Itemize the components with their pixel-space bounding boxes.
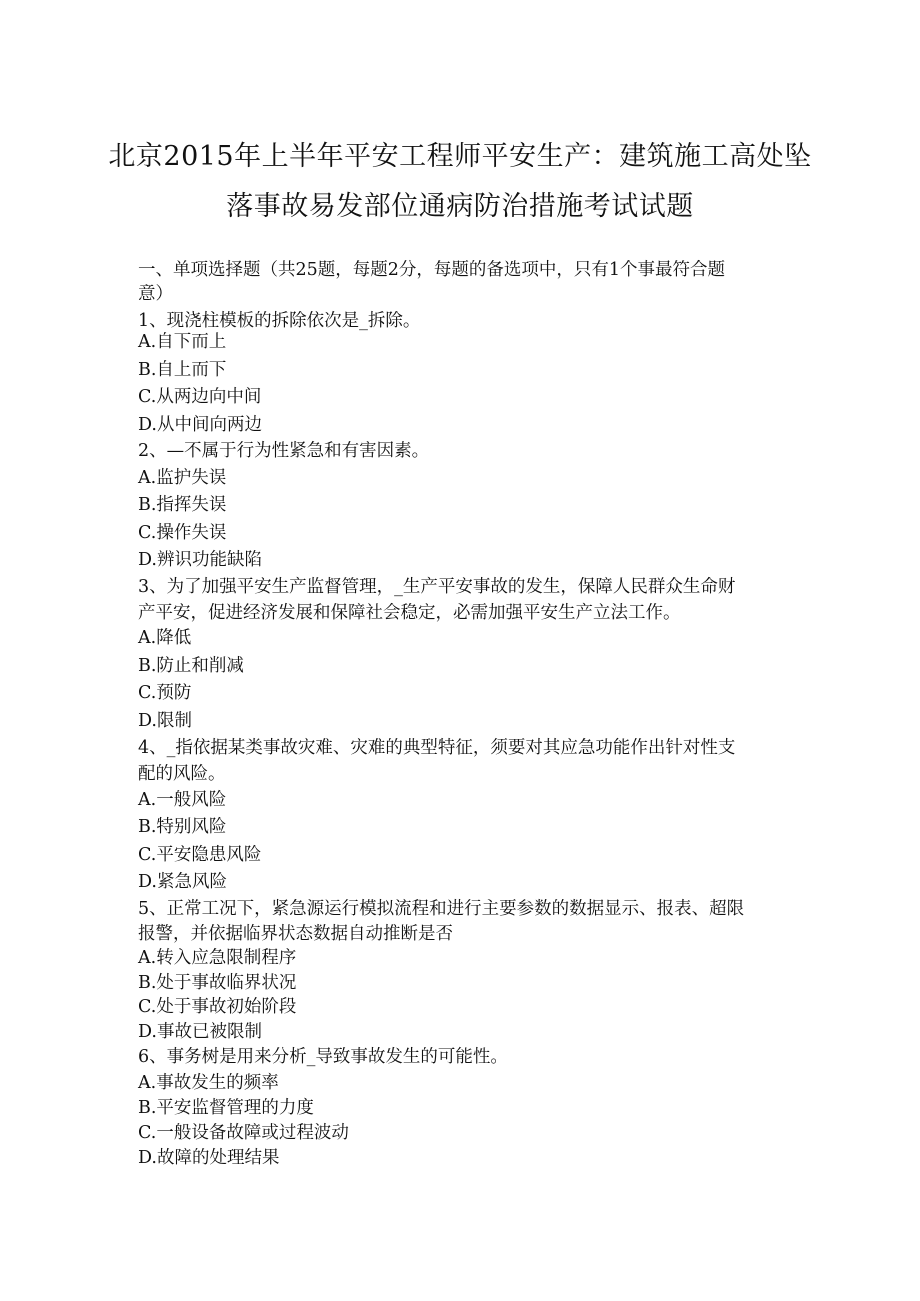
question-5-stem-line-2: 报警，并依据临界状态数据自动推断是否 (138, 924, 453, 944)
question-3-option-a: A.降低 (138, 628, 192, 648)
question-1-option-a: A.自下而上 (138, 332, 227, 352)
question-2-option-a: A.监护失误 (138, 468, 227, 488)
question-5-option-b: B.处于事故临界状况 (138, 973, 297, 993)
question-5-option-a: A.转入应急限制程序 (138, 948, 297, 968)
document-title-line-2: 落事故易发部位通病防治措施考试试题 (226, 191, 694, 222)
question-6-stem: 6、事务树是用来分析_导致事故发生的可能性。 (138, 1047, 508, 1067)
question-3-option-c: C.预防 (138, 683, 192, 703)
question-4-stem-line-2: 配的风险。 (138, 764, 226, 784)
section-header-line-1: 一、单项选择题（共25题，每题2分，每题的备选项中，只有1个事最符合题 (138, 260, 726, 280)
question-5-option-c: C.处于事故初始阶段 (138, 997, 297, 1017)
document-title-line-1: 北京2015年上半年平安工程师平安生产：建筑施工高处坠 (108, 141, 812, 172)
question-1-option-b: B.自上而下 (138, 360, 227, 380)
question-6-option-d: D.故障的处理结果 (138, 1148, 280, 1168)
question-4-stem-line-1: 4、_指依据某类事故灾难、灾难的典型特征，须要对其应急功能作出针对性支 (138, 738, 736, 758)
question-5-stem-line-1: 5、正常工况下，紧急源运行模拟流程和进行主要参数的数据显示、报表、超限 (138, 899, 745, 919)
question-1-option-d: D.从中间向两边 (138, 415, 262, 435)
question-3-stem-line-2: 产平安，促进经济发展和保障社会稳定，必需加强平安生产立法工作。 (138, 603, 681, 623)
question-3-option-d: D.限制 (138, 711, 192, 731)
question-3-stem-line-1: 3、为了加强平安生产监督管理，_生产平安事故的发生，保障人民群众生命财 (138, 577, 736, 597)
question-5-option-d: D.事故已被限制 (138, 1022, 262, 1042)
question-2-option-b: B.指挥失误 (138, 495, 227, 515)
section-header-line-2: 意） (138, 284, 173, 304)
question-4-option-c: C.平安隐患风险 (138, 845, 262, 865)
question-1-stem: 1、现浇柱模板的拆除依次是_拆除。 (138, 311, 421, 331)
question-3-option-b: B.防止和削减 (138, 656, 244, 676)
question-1-option-c: C.从两边向中间 (138, 387, 262, 407)
question-6-option-c: C.一般设备故障或过程波动 (138, 1123, 349, 1143)
question-4-option-b: B.特别风险 (138, 817, 227, 837)
question-4-option-a: A.一般风险 (138, 790, 227, 810)
question-6-option-b: B.平安监督管理的力度 (138, 1098, 314, 1118)
question-2-option-d: D.辨识功能缺陷 (138, 550, 262, 570)
question-4-option-d: D.紧急风险 (138, 872, 227, 892)
question-6-option-a: A.事故发生的频率 (138, 1073, 279, 1093)
question-2-option-c: C.操作失误 (138, 523, 227, 543)
question-2-stem: 2、—不属于行为性紧急和有害因素。 (138, 441, 430, 461)
